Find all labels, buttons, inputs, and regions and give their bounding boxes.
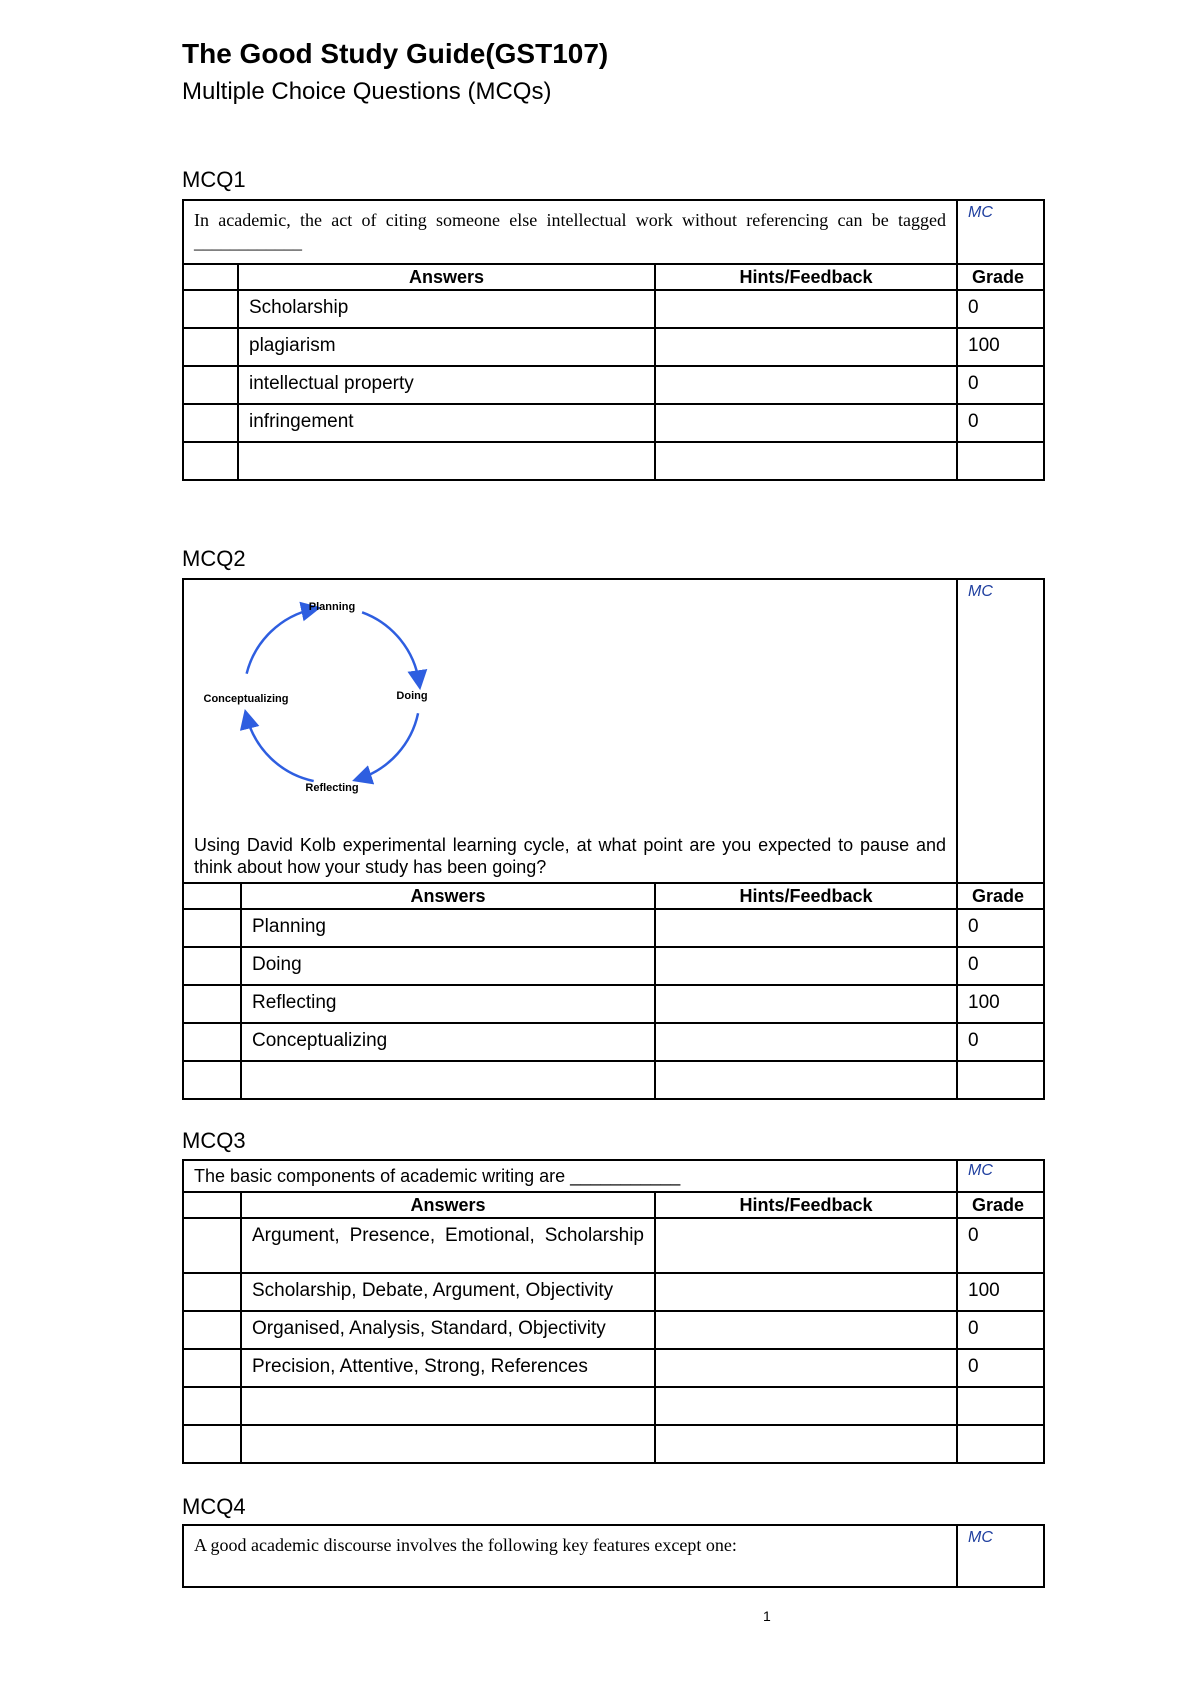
- mcq3-answer: Organised, Analysis, Standard, Objectivity: [241, 1311, 655, 1349]
- mcq1-header-grade: Grade: [957, 264, 1044, 290]
- mcq2-answer: Doing: [241, 947, 655, 985]
- mcq3-answer: Scholarship, Debate, Argument, Objectivity: [241, 1273, 655, 1311]
- mcq2-header-answers: Answers: [241, 883, 655, 909]
- stage-label-planning: Planning: [308, 601, 356, 613]
- mcq4-question-text: A good academic discourse involves the following key features except one:: [194, 1535, 737, 1555]
- mcq3-hint: [655, 1273, 957, 1311]
- arc-doing-to-reflecting: [359, 713, 418, 778]
- table-row-empty: [183, 442, 1044, 480]
- kolb-cycle-svg: [202, 590, 462, 810]
- mcq3-answer: Precision, Attentive, Strong, References: [241, 1349, 655, 1387]
- mcq2-type-label: MC: [968, 583, 993, 600]
- mcq2-header-hints: Hints/Feedback: [655, 883, 957, 909]
- mcq1-grade: 0: [957, 290, 1044, 328]
- mcq2-header-grade: Grade: [957, 883, 1044, 909]
- page-number: 1: [763, 1608, 771, 1624]
- mcq2-hint: [655, 909, 957, 947]
- mcq2-answer: Conceptualizing: [241, 1023, 655, 1061]
- mcq2-hint: [655, 985, 957, 1023]
- table-row: [183, 1311, 1044, 1349]
- mcq4-type-label: MC: [968, 1529, 993, 1546]
- table-row: [183, 985, 1044, 1023]
- stage-label-doing: Doing: [396, 690, 428, 702]
- mcq1-answer: Scholarship: [238, 290, 655, 328]
- table-row-empty: [183, 1425, 1044, 1463]
- table-row: [183, 1218, 1044, 1273]
- arc-conceptualizing-to-planning: [247, 609, 314, 674]
- mcq1-table: [182, 199, 1045, 481]
- mcq1-hint: [655, 404, 957, 442]
- kolb-cycle-diagram: [184, 580, 784, 820]
- mcq3-question-text: The basic components of academic writing are ___________: [194, 1166, 681, 1186]
- table-row: [183, 328, 1044, 366]
- mcq1-answer: intellectual property: [238, 366, 655, 404]
- mcq3-header-grade: Grade: [957, 1192, 1044, 1218]
- arc-reflecting-to-conceptualizing: [247, 716, 314, 781]
- mcq2-grade: 100: [957, 985, 1044, 1023]
- mcq3-grade: 0: [957, 1311, 1044, 1349]
- mcq1-question-text: In academic, the act of citing someone else intellectual work without referencing can be tagged ____________: [194, 210, 947, 252]
- mcq2-answer: Planning: [241, 909, 655, 947]
- table-row: [183, 404, 1044, 442]
- mcq1-hint: [655, 290, 957, 328]
- table-row: [183, 1349, 1044, 1387]
- table-row: [183, 366, 1044, 404]
- table-row: [183, 290, 1044, 328]
- mcq1-type-label: MC: [968, 204, 993, 221]
- mcq3-answer: Argument, Presence, Emotional, Scholarship: [241, 1218, 655, 1273]
- mcq3-hint: [655, 1349, 957, 1387]
- mcq1-header-blank: [183, 264, 238, 290]
- mcq3-grade: 100: [957, 1273, 1044, 1311]
- table-row-empty: [183, 1387, 1044, 1425]
- table-row: [183, 1023, 1044, 1061]
- mcq2-question-text: Using David Kolb experimental learning cycle, at what point are you expected to pause and think about how your study has been going?: [194, 835, 947, 877]
- mcq1-hint: [655, 366, 957, 404]
- mcq2-table: [182, 578, 1045, 1100]
- mcq3-hint: [655, 1218, 957, 1273]
- mcq4-heading: MCQ4: [182, 1494, 246, 1519]
- mcq1-grade: 0: [957, 404, 1044, 442]
- mcq1-header-answers: Answers: [238, 264, 655, 290]
- stage-label-conceptualizing: Conceptualizing: [203, 693, 289, 705]
- mcq3-grade: 0: [957, 1218, 1044, 1273]
- mcq3-header-hints: Hints/Feedback: [655, 1192, 957, 1218]
- mcq2-hint: [655, 1023, 957, 1061]
- mcq2-hint: [655, 947, 957, 985]
- document-subtitle: Multiple Choice Questions (MCQs): [182, 78, 552, 105]
- mcq2-grade: 0: [957, 909, 1044, 947]
- mcq3-type-label: MC: [968, 1162, 993, 1179]
- mcq1-hint: [655, 328, 957, 366]
- table-row-empty: [183, 1061, 1044, 1099]
- table-row: [183, 909, 1044, 947]
- mcq1-grade: 100: [957, 328, 1044, 366]
- mcq4-table: [182, 1524, 1045, 1588]
- mcq2-answer: Reflecting: [241, 985, 655, 1023]
- arc-planning-to-doing: [362, 612, 419, 682]
- mcq2-heading: MCQ2: [182, 546, 246, 571]
- mcq3-header-answers: Answers: [241, 1192, 655, 1218]
- table-row: [183, 947, 1044, 985]
- mcq2-grade: 0: [957, 947, 1044, 985]
- mcq2-header-blank: [183, 883, 241, 909]
- mcq1-answer: infringement: [238, 404, 655, 442]
- mcq1-grade: 0: [957, 366, 1044, 404]
- stage-label-reflecting: Reflecting: [305, 782, 359, 794]
- mcq1-heading: MCQ1: [182, 167, 246, 192]
- mcq3-grade: 0: [957, 1349, 1044, 1387]
- mcq3-heading: MCQ3: [182, 1128, 246, 1153]
- mcq3-table: [182, 1159, 1045, 1464]
- mcq3-header-blank: [183, 1192, 241, 1218]
- document-title: The Good Study Guide(GST107): [182, 38, 609, 69]
- mcq3-hint: [655, 1311, 957, 1349]
- mcq2-grade: 0: [957, 1023, 1044, 1061]
- mcq1-answer: plagiarism: [238, 328, 655, 366]
- table-row: [183, 1273, 1044, 1311]
- mcq1-header-hints: Hints/Feedback: [655, 264, 957, 290]
